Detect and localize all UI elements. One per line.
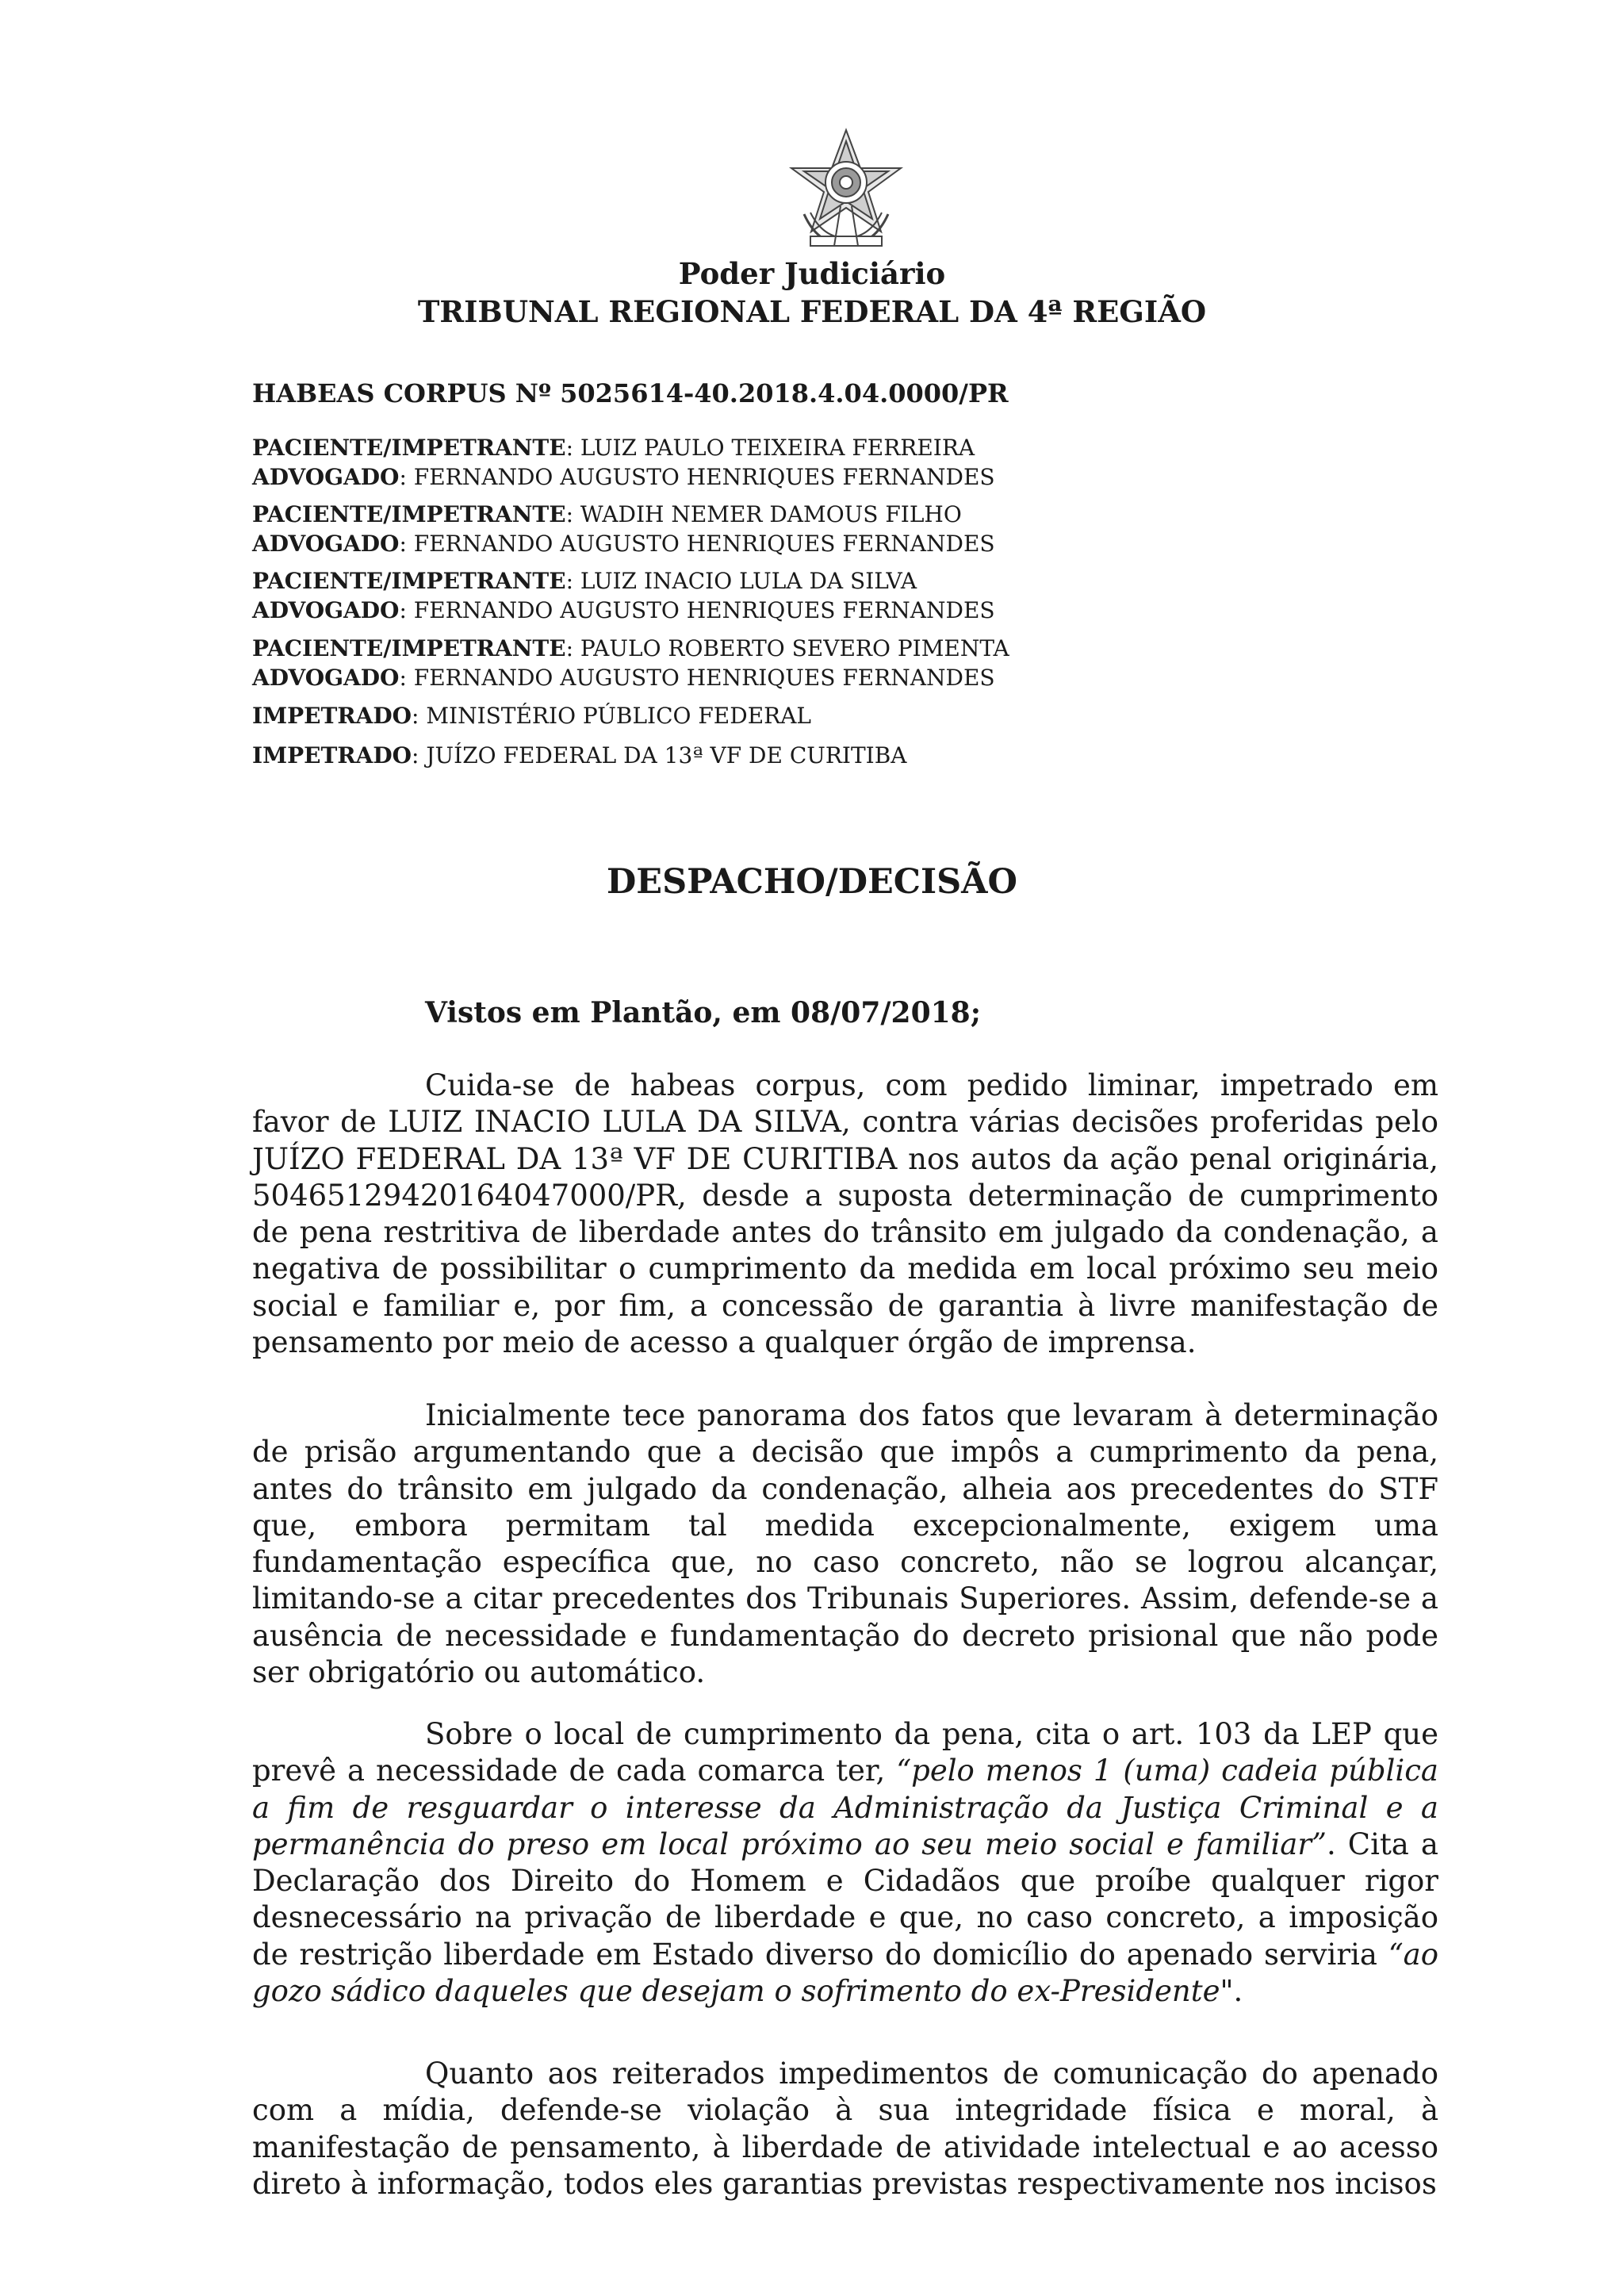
paragraph-text: . — [1233, 1974, 1243, 2009]
party-line — [252, 500, 962, 529]
party-line — [252, 596, 995, 625]
party-role: PACIENTE/IMPETRANTE — [252, 635, 566, 661]
paragraph: Inicialmente tece panorama dos fatos que levaram à determinação de prisão argumentando que a decisão que impôs a cumprimento da pena, antes do trânsito em julgado da condenação, alheia aos precedentes do STF que, embora permitam tal medida excepcionalmente, exigem uma fundamentação específica que, no caso concreto, não se logrou alcançar, limitando-se a citar precedentes dos Tribunais Superiores. Assim, defende-se a ausência de necessidade e fundamentação do decreto prisional que não pode ser obrigatório ou automático. — [252, 1398, 1438, 1690]
party-name: : FERNANDO AUGUSTO HENRIQUES FERNANDES — [399, 531, 995, 557]
party-role: PACIENTE/IMPETRANTE — [252, 568, 566, 594]
party-name: : LUIZ PAULO TEIXEIRA FERREIRA — [565, 435, 975, 461]
party-line — [252, 566, 917, 596]
party-role: PACIENTE/IMPETRANTE — [252, 435, 566, 461]
party-name: : FERNANDO AUGUSTO HENRIQUES FERNANDES — [399, 665, 995, 691]
party-line — [252, 663, 995, 692]
party-line — [252, 741, 907, 770]
party-role: IMPETRADO — [252, 703, 412, 729]
party-role: PACIENTE/IMPETRANTE — [252, 501, 566, 527]
paragraph-text: Sobre o local de cumprimento da pena, cita o art. 103 da LEP que prevê a necessidade de cada comarca ter, — [252, 1717, 1438, 1788]
party-role: ADVOGADO — [252, 464, 400, 490]
coat-of-arms-icon — [787, 127, 906, 254]
party-name: : JUÍZO FEDERAL DA 13ª VF DE CURITIBA — [412, 742, 907, 769]
quote-lep: “pelo menos 1 (uma) cadeia pública a fim de resguardar o interesse da Administração da Justiça Criminal e a permanência do preso em local próximo ao seu meio social e familiar” — [252, 1754, 1438, 1861]
paragraph: Cuida-se de habeas corpus, com pedido liminar, impetrado em favor de LUIZ INACIO LULA DA SILVA, contra várias decisões proferidas pelo JUÍZO FEDERAL DA 13ª VF DE CURITIBA nos autos da ação penal originária, 50465129420164047000/PR, desde a suposta determinação de cumprimento de pena restritiva de liberdade antes do trânsito em julgado da condenação, a negativa de possibilitar o cumprimento da medida em local próximo seu meio social e familiar e, por fim, a concessão de garantia à livre manifestação de pensamento por meio de acesso a qualquer órgão de imprensa. — [252, 1068, 1438, 1360]
party-line — [252, 634, 1009, 663]
paragraph — [252, 1716, 1438, 2010]
party-name: : LUIZ INACIO LULA DA SILVA — [565, 568, 917, 594]
party-name: : PAULO ROBERTO SEVERO PIMENTA — [565, 635, 1009, 661]
party-line — [252, 529, 995, 558]
vistos-line: Vistos em Plantão, em 08/07/2018; — [425, 996, 981, 1029]
paragraph: Quanto aos reiterados impedimentos de comunicação do apenado com a mídia, defende-se violação à sua integridade física e moral, à manifestação de pensamento, à liberdade de atividade intelectual e ao acesso direto à informação, todos eles garantias previstas respectivamente nos incisos — [252, 2056, 1438, 2201]
quote-petition: “ao gozo sádico daqueles que desejam o sofrimento do ex-Presidente" — [252, 1937, 1438, 2009]
header-court: TRIBUNAL REGIONAL FEDERAL DA 4ª REGIÃO — [417, 294, 1207, 329]
paragraph-text: . Cita a Declaração dos Direito do Homem e Cidadãos que proíbe qualquer rigor desnecessário na privação de liberdade e que, no caso concreto, a imposição de restrição liberdade em Estado diverso do domicílio do apenado serviria — [252, 1826, 1438, 1972]
party-role: ADVOGADO — [252, 597, 400, 623]
decision-title: DESPACHO/DECISÃO — [607, 862, 1017, 902]
party-line — [252, 701, 811, 730]
party-name: : WADIH NEMER DAMOUS FILHO — [565, 501, 962, 527]
party-name: : FERNANDO AUGUSTO HENRIQUES FERNANDES — [399, 597, 995, 623]
party-role: ADVOGADO — [252, 665, 400, 691]
party-line — [252, 462, 995, 492]
party-name: : MINISTÉRIO PÚBLICO FEDERAL — [412, 703, 812, 729]
party-role: IMPETRADO — [252, 742, 412, 769]
process-number: HABEAS CORPUS Nº 5025614-40.2018.4.04.0000/PR — [252, 378, 1009, 408]
party-line — [252, 433, 975, 462]
party-role: ADVOGADO — [252, 531, 400, 557]
header-branch: Poder Judiciário — [678, 256, 946, 291]
party-name: : FERNANDO AUGUSTO HENRIQUES FERNANDES — [399, 464, 995, 490]
